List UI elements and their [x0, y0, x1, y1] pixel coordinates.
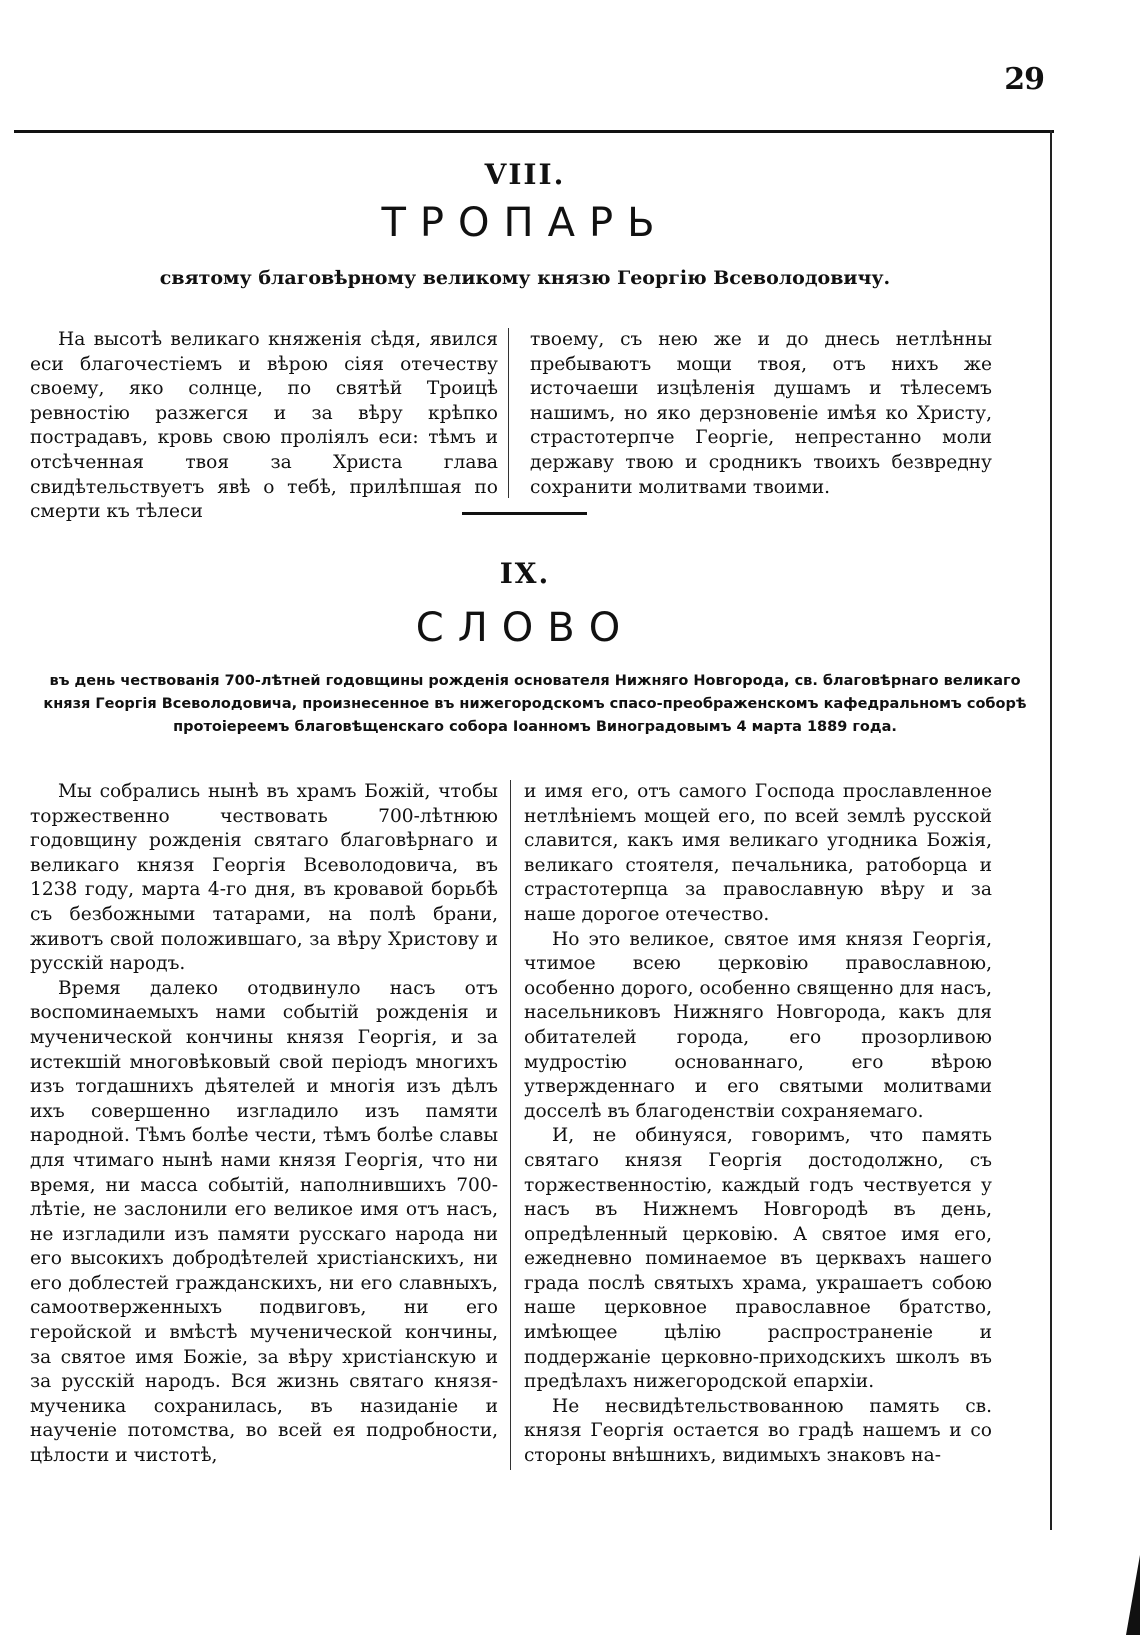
sermon-title: СЛОВО: [415, 605, 635, 651]
troparion-subtitle: святому благовѣрному великому князю Георгію Всеволодовичу.: [159, 267, 891, 289]
right-border-rule: [1050, 130, 1052, 1530]
sermon-left-paragraph-2: Время далеко отодвинуло насъ отъ воспоминаемыхъ нами событій рожденія и мученической кончины князя Георгія, и за истекшій многовѣковый свой періодъ многихъ изъ тогдашнихъ дѣятелей и многія изъ дѣлъ ихъ совершенно изгладило изъ памяти народной. Тѣмъ болѣе чести, тѣмъ болѣе славы для чтимаго нынѣ нами князя Георгія, что ни время, ни масса событій, наполнившихъ 700-лѣтіе, не заслонили его великое имя отъ насъ, не изгладили изъ памяти русскаго народа ни его высокихъ добродѣтелей христіанскихъ, ни его доблестей гражданскихъ, ни его славныхъ, самоотверженныхъ подвиговъ, ни его геройской и вмѣстѣ мученической кончины, за святое имя Божіе, за вѣру христіанскую и за русскій народъ. Вся жизнь святаго князя-мученика сохранилась, въ назиданіе и наученіе потомства, во всей ея подробности, цѣлости и чистотѣ,: [30, 977, 498, 1467]
sermon-subtitle: въ день чествованія 700-лѣтней годовщины рожденія основателя Нижняго Новгорода, св. благовѣрнаго великаго князя Георгія Всеволодовича, произнесенное въ нижегородскомъ спасо-преображенскомъ кафедральномъ соборѣ протоіереемъ благовѣщенскаго собора Іоанномъ Виноградовымъ 4 марта 1889 года.: [43, 673, 1027, 735]
sermon-right-column: [524, 780, 992, 1469]
sermon-numeral: IX.: [499, 557, 551, 590]
sermon-right-paragraph-2: Но это великое, святое имя князя Георгія, чтимое всею церковію православною, особенно дорого, особенно священно для насъ, насельниковъ Нижняго Новгорода, какъ для обитателей города, его прозорливою мудростію основаннаго, его вѣрою утвержденнаго и его святыми молитвами досселѣ въ благоденствіи сохраняемаго.: [524, 928, 992, 1122]
header-rule: [14, 130, 1054, 133]
sermon-left-column: [30, 780, 498, 1469]
page-corner-mark: [1126, 1555, 1140, 1635]
page-number: 29: [1004, 62, 1044, 97]
troparion-left-column: [30, 328, 498, 525]
troparion-left-text: На высотѣ великаго княженія сѣдя, явился еси благочестіемъ и вѣрою сіяя отечеству своему, яко солнце, по святѣй Троицѣ ревностію разжегся и за вѣру крѣпко пострадавъ, кровь свою проліялъ еси: тѣмъ и отсѣченная твоя за Христа глава свидѣтельствуетъ явѣ о тебѣ, прилѣпшая по смерти къ тѣлеси: [30, 329, 498, 523]
sermon-left-paragraph-1: Мы собрались нынѣ въ храмъ Божій, чтобы торжественно чествовать 700-лѣтнюю годовщину рожденія святаго благовѣрнаго и великаго князя Георгія Всеволодовича, въ 1238 году, марта 4-го дня, въ кровавой борьбѣ съ безбожными татарами, на полѣ брани, животъ свой положившаго, за вѣру Христову и русскій народъ.: [30, 781, 498, 975]
troparion-numeral: VIII.: [484, 158, 566, 191]
sermon-right-paragraph-1: и имя его, отъ самого Господа прославленное нетлѣніемъ мощей его, по всей землѣ русской славится, какъ имя великаго угодника Божія, великаго стоятеля, печальника, ратоборца и страстотерпца за православную вѣру и за наше дорогое отечество.: [524, 781, 992, 925]
section-separator-rule: [462, 512, 587, 515]
sermon-right-paragraph-3: И, не обинуяся, говоримъ, что память святаго князя Георгія достодолжно, съ торжественностію, каждый годъ чествуется у насъ въ Нижнемъ Новгородѣ въ день, опредѣленный церковію. А святое имя его, ежедневно поминаемое въ церквахъ нашего града послѣ святыхъ храма, украшаетъ собою наше церковное православное братство, имѣющее цѣлію распространеніе и поддержаніе церковно-приходскихъ школъ въ предѣлахъ нижегородской епархіи.: [524, 1125, 992, 1393]
troparion-right-column: [530, 328, 992, 500]
sermon-right-paragraph-4: Не несвидѣтельствованною память св. князя Георгія остается во градѣ нашемъ и со стороны внѣшнихъ, видимыхъ знаковъ на-: [524, 1395, 992, 1467]
troparion-right-text: твоему, съ нею же и до днесь нетлѣнны пребываютъ мощи твоя, отъ нихъ же источаеши изцѣленія душамъ и тѣлесемъ нашимъ, но яко дерзновеніе имѣя ко Христу, страстотерпче Георгіе, непрестанно моли державу твою и сродникъ твоихъ безвредну сохранити молитвами твоими.: [530, 329, 992, 498]
sermon-column-divider: [510, 780, 511, 1470]
troparion-title: ТРОПАРЬ: [381, 200, 669, 246]
troparion-column-divider: [508, 328, 509, 498]
